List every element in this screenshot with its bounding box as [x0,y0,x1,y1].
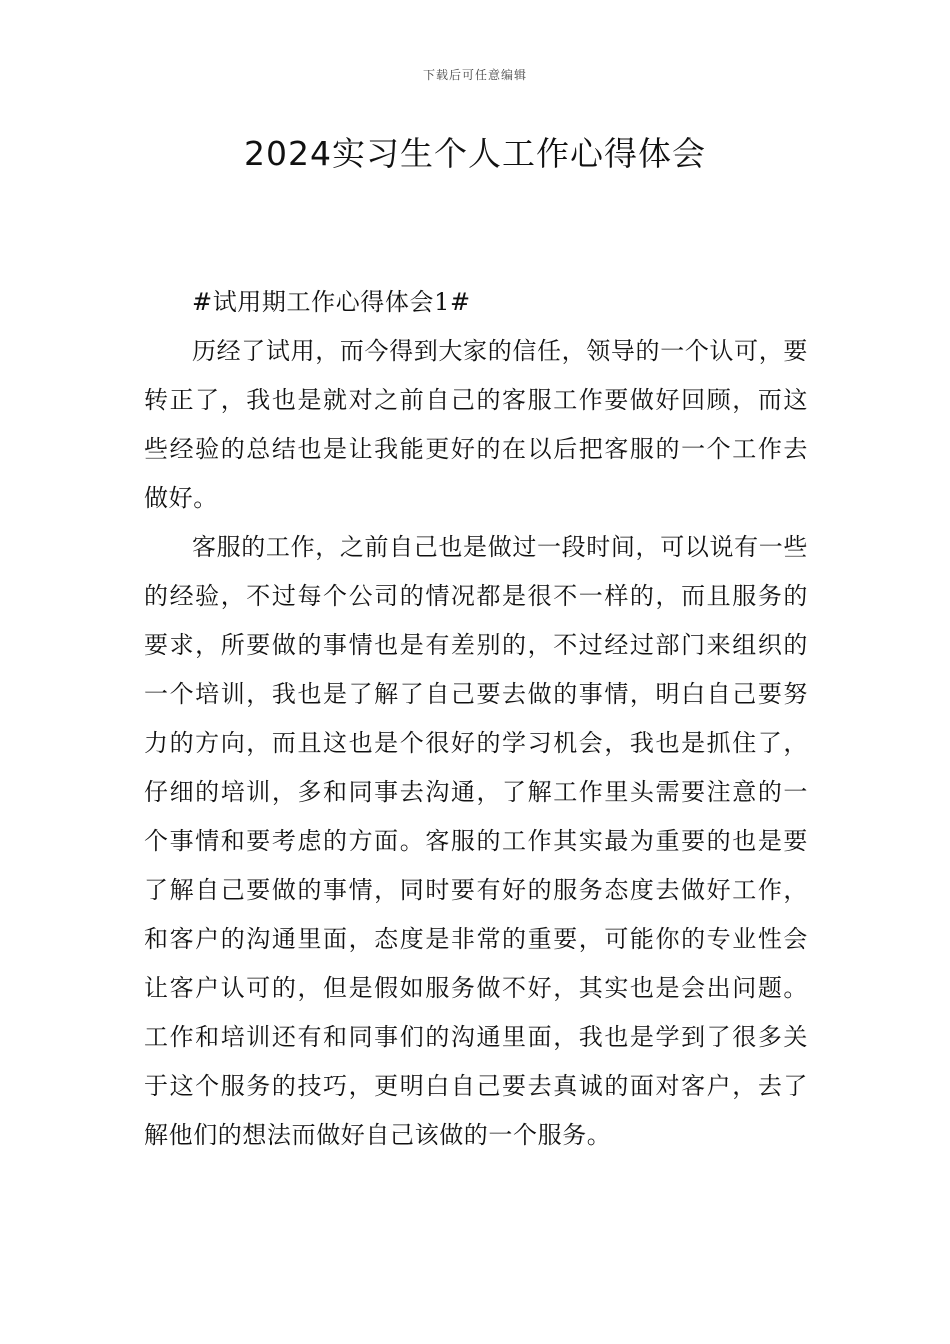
header-note: 下载后可任意编辑 [422,68,527,82]
section-heading: #试用期工作心得体会1# [192,288,471,316]
paragraph-1: 历经了试用，而今得到大家的信任，领导的一个认可，要转正了，我也是就对之前自己的客服工作要做好回顾，而这些经验的总结也是让我能更好的在以后把客服的一个工作去做好。 [144,337,808,512]
page-title: 2024实习生个人工作心得体会 [244,134,706,173]
paragraph-2: 客服的工作，之前自己也是做过一段时间，可以说有一些的经验，不过每个公司的情况都是很不一样的，而且服务的要求，所要做的事情也是有差别的，不过经过部门来组织的一个培训，我也是了解了自己要去做的事情，明白自己要努力的方向，而且这也是个很好的学习机会，我也是抓住了，仔细的培训，多和同事去沟通，了解工作里头需要注意的一个事情和要考虑的方面。客服的工作其实最为重要的也是要了解自己要做的事情，同时要有好的服务态度去做好工作，和客户的沟通里面，态度是非常的重要，可能你的专业性会让客户认可的，但是假如服务做不好，其实也是会出问题。工作和培训还有和同事们的沟通里面，我也是学到了很多关于这个服务的技巧，更明白自己要去真诚的面对客户，去了解他们的想法而做好自己该做的一个服务。 [144,533,808,1149]
document-body [144,278,808,1160]
